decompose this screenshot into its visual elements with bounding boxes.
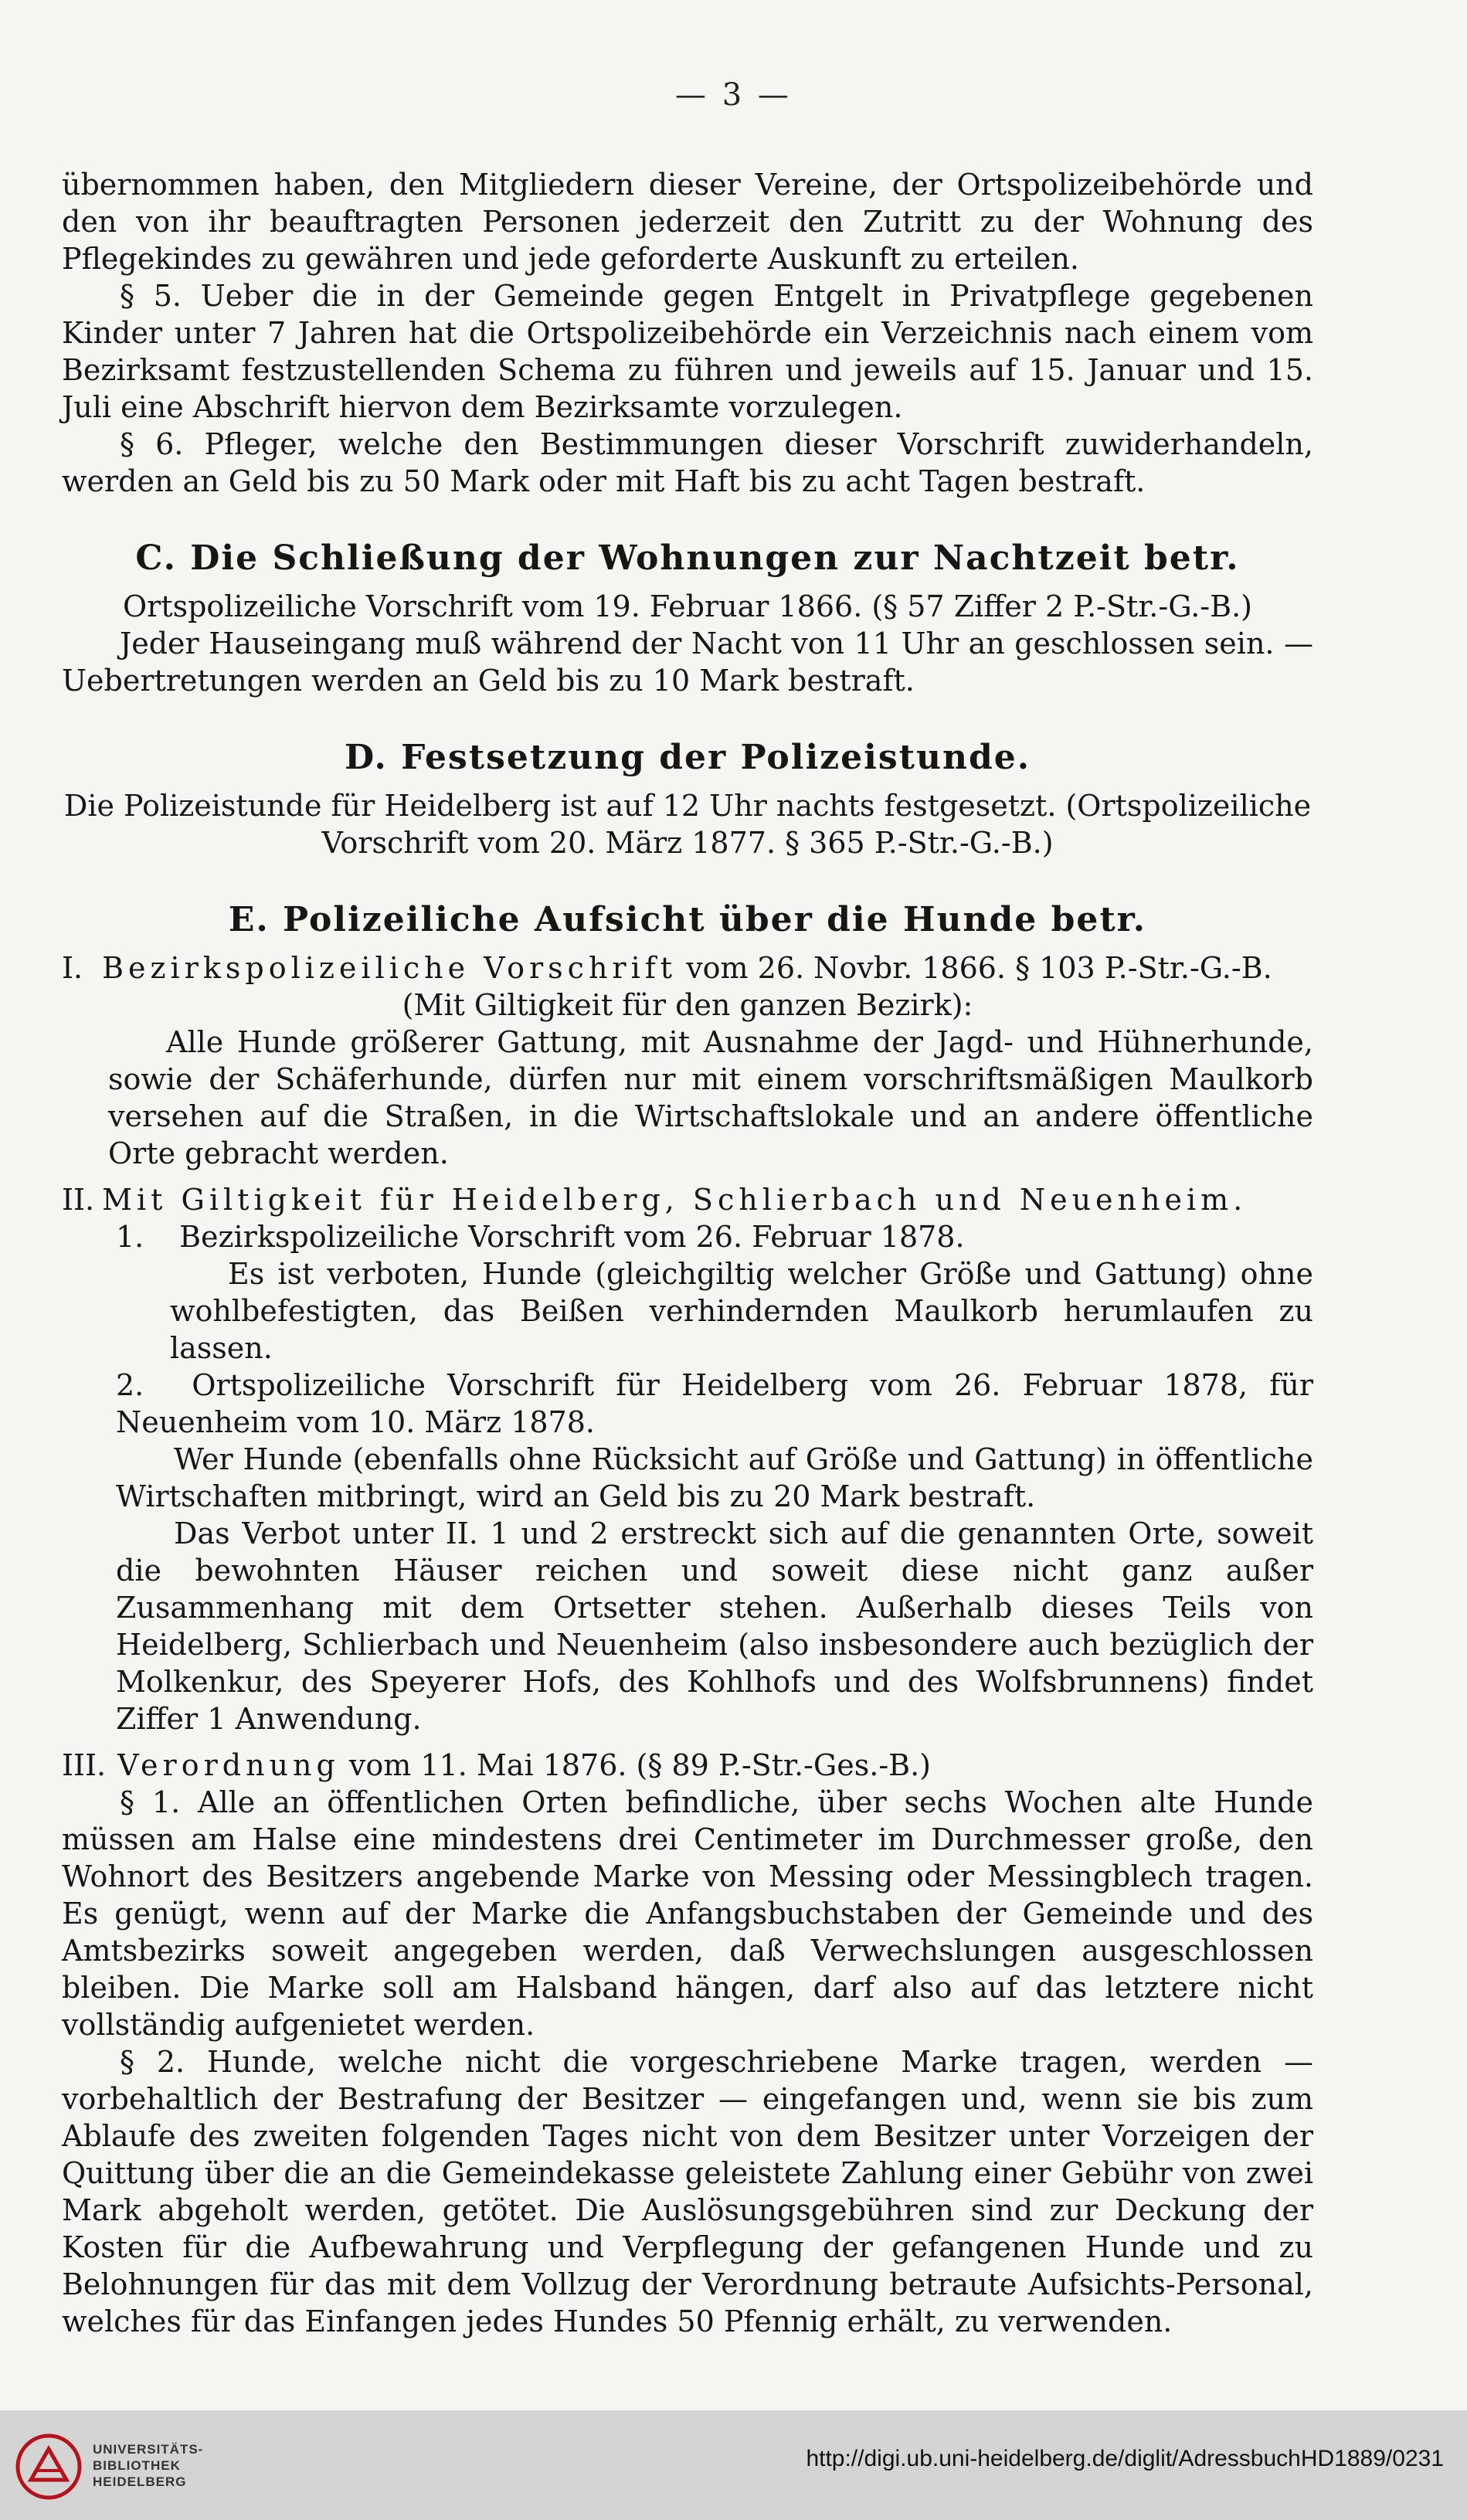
library-name-line1: UNIVERSITÄTS- <box>93 2442 204 2457</box>
section-e-ii-2-text1: Wer Hunde (ebenfalls ohne Rücksicht auf Größe und Gattung) in öffentliche Wirtschaften mitbringt, wird an Geld bis zu 20 Mark bestraft. <box>116 1442 1313 1513</box>
section-e-iii-title-spaced: Verordnung <box>117 1748 340 1782</box>
section-d-text-line2: Vorschrift vom 20. März 1877. § 365 P.-Str.-G.-B.) <box>321 826 1054 860</box>
section-e-ii-title <box>62 1181 1313 1218</box>
section-e-ii-1-title <box>62 1218 1313 1255</box>
library-name-line3: HEIDELBERG <box>93 2474 187 2489</box>
source-url-link[interactable]: http://digi.ub.uni-heidelberg.de/diglit/AdressbuchHD1889/0231 <box>806 2446 1444 2471</box>
digitization-footer <box>0 2410 1467 2520</box>
paragraph-6: § 6. Pfleger, welche den Bestimmungen dieser Vorschrift zuwiderhandeln, werden an Geld bis zu 50 Mark oder mit Haft bis zu acht Tagen bestraft. <box>62 427 1313 498</box>
section-e-iii-p1: § 1. Alle an öffentlichen Orten befindliche, über sechs Wochen alte Hunde müssen am Halse eine mindestens drei Centimeter im Durchmesser große, den Wohnort des Besitzers angebende Marke von Messing oder Messingblech tragen. Es genügt, wenn auf der Marke die Anfangsbuchstaben der Gemeinde und des Amtsbezirks soweit angegeben werden, daß Verwechslungen ausgeschlossen bleiben. Die Marke soll am Halsband hängen, darf also auf das letztere nicht vollständig aufgenietet werden. <box>62 1785 1313 2042</box>
library-name <box>93 2441 203 2490</box>
section-c-text: Jeder Hauseingang muß während der Nacht von 11 Uhr an geschlossen sein. — Uebertretungen werden an Geld bis zu 10 Mark bestraft. <box>62 627 1313 698</box>
section-d-heading: D. Festsetzung der Polizeistunde. <box>344 738 1031 777</box>
section-e-i-title <box>62 949 1313 987</box>
section-c-source: Ortspolizeiliche Vorschrift vom 19. Februar 1866. (§ 57 Ziffer 2 P.-Str.-G.-B.) <box>123 589 1252 623</box>
section-e-heading: E. Polizeiliche Aufsicht über die Hunde betr. <box>228 900 1147 939</box>
page-number: — 3 — <box>675 77 792 113</box>
section-e-ii-2-label: 2. <box>116 1368 144 1402</box>
section-e-iii-p2: § 2. Hunde, welche nicht die vorgeschriebene Marke tragen, werden — vorbehaltlich der Bestrafung der Besitzer — eingefangen und, wenn sie bis zum Ablaufe des zweiten folgenden Tages nicht von dem Besitzer unter Vorzeigen der Quittung über die an die Gemeindekasse geleistete Zahlung einer Gebühr von zwei Mark abgeholt werden, getötet. Die Auslösungsgebühren sind zur Deckung der Kosten für die Aufbewahrung und Verpflegung der gefangenen Hunde und zu Belohnungen für das mit dem Vollzug der Verordnung betraute Aufsichts-Personal, welches für das Einfangen jedes Hundes 50 Pfennig erhält, zu verwenden. <box>62 2045 1313 2338</box>
section-e-iii-title-rest: vom 11. Mai 1876. (§ 89 P.-Str.-Ges.-B.) <box>348 1748 931 1782</box>
section-e-ii-1-label: 1. <box>116 1220 144 1254</box>
section-e-iii-title <box>62 1747 1313 1784</box>
section-e-i-title-rest: vom 26. Novbr. 1866. § 103 P.-Str.-G.-B. <box>686 951 1272 985</box>
university-library-logo-icon <box>14 2432 83 2501</box>
section-c-heading: C. Die Schließung der Wohnungen zur Nachtzeit betr. <box>135 538 1240 578</box>
section-e-ii-2-title-text: Ortspolizeiliche Vorschrift für Heidelberg vom 26. Februar 1878, für Neuenheim vom 10. März 1878. <box>116 1368 1313 1439</box>
library-name-line2: BIBLIOTHEK <box>93 2458 181 2473</box>
section-e-i-title-spaced: Bezirkspolizeiliche Vorschrift <box>102 951 677 985</box>
section-e-ii-1-title-text: Bezirkspolizeiliche Vorschrift vom 26. Februar 1878. <box>179 1220 965 1254</box>
section-e-i-scope: (Mit Giltigkeit für den ganzen Bezirk): <box>402 988 973 1022</box>
section-e-iii-label: III. <box>62 1748 107 1782</box>
page-content <box>62 166 1313 2340</box>
section-e-ii-title-text: Mit Giltigkeit für Heidelberg, Schlierbach und Neuenheim. <box>102 1183 1248 1217</box>
section-e-i-label: I. <box>62 951 83 985</box>
section-d-text-line1: Die Polizeistunde für Heidelberg ist auf 12 Uhr nachts festgesetzt. (Ortspolizeiliche <box>63 789 1312 823</box>
section-e-ii-2-text2: Das Verbot unter II. 1 und 2 erstreckt sich auf die genannten Orte, soweit die bewohnten Häuser reichen und soweit diese nicht ganz außer Zusammenhang mit dem Ortsetter stehen. Außerhalb dieses Teils von Heidelberg, Schlierbach und Neuenheim (also insbesondere auch bezüglich der Molkenkur, des Speyerer Hofs, des Kohlhofs und des Wolfsbrunnens) findet Ziffer 1 Anwendung. <box>116 1516 1313 1736</box>
section-e-ii-label: II. <box>62 1183 95 1217</box>
section-e-ii-1-text: Es ist verboten, Hunde (gleichgiltig welcher Größe und Gattung) ohne wohlbefestigten, das Beißen verhindernden Maulkorb herumlaufen zu lassen. <box>170 1257 1313 1365</box>
paragraph-5: § 5. Ueber die in der Gemeinde gegen Entgelt in Privatpflege gegebenen Kinder unter 7 Jahren hat die Ortspolizeibehörde ein Verzeichnis nach einem vom Bezirksamt festzustellenden Schema zu führen und jeweils auf 15. Januar und 15. Juli eine Abschrift hiervon dem Bezirksamte vorzulegen. <box>62 279 1313 424</box>
section-e-i-text: Alle Hunde größerer Gattung, mit Ausnahme der Jagd- und Hühnerhunde, sowie der Schäferhunde, dürfen nur mit einem vorschriftsmäßigen Maulkorb versehen auf die Straßen, in die Wirtschaftslokale und an andere öffentliche Orte gebracht werden. <box>108 1025 1313 1170</box>
section-e-ii-2-title <box>62 1367 1313 1441</box>
intro-paragraph: übernommen haben, den Mitgliedern dieser Vereine, der Ortspolizeibehörde und den von ihr beauftragten Personen jederzeit den Zutritt zu der Wohnung des Pflegekindes zu gewähren und jede geforderte Auskunft zu erteilen. <box>62 168 1313 276</box>
